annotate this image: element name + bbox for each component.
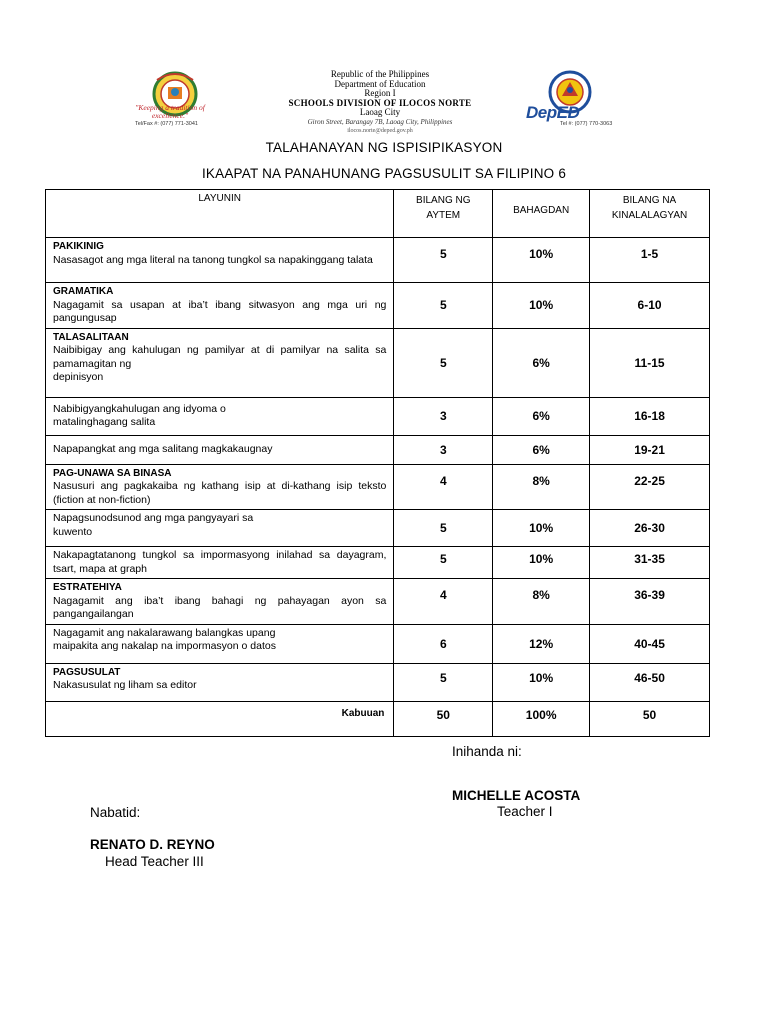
objective-cell: [46, 238, 394, 283]
bahagdan-value: 6%: [532, 355, 550, 370]
kinalalagyan-value: 22-25: [634, 473, 665, 488]
objective-text: Nasasagot ang mga literal na tanong tungkol sa napakinggang talata: [53, 253, 373, 266]
bahagdan-value: 6%: [532, 442, 550, 457]
bahagdan-cell: [493, 464, 590, 510]
bahagdan-cell: [493, 624, 590, 663]
kinalalagyan-cell: [590, 663, 710, 701]
skill-heading: PAG-UNAWA SA BINASA: [53, 467, 172, 479]
objective-text: Nabibigyangkahulugan ang idyoma o: [53, 402, 226, 415]
prepared-by-name: MICHELLE ACOSTA: [452, 788, 581, 803]
total-label: Kabuuan: [46, 701, 394, 736]
header-kin-line1: BILANG NA: [622, 195, 677, 206]
skill-heading: GRAMATIKA: [53, 286, 114, 297]
letterhead-address: Giron Street, Barangay 7B, Laoag City, Philippines: [307, 117, 453, 126]
bahagdan-cell: [493, 328, 590, 397]
objective-cell: [46, 397, 394, 435]
aytem-cell: [394, 510, 493, 547]
kinalalagyan-cell: [590, 328, 710, 397]
deped-wordmark: DepED: [526, 103, 580, 122]
objective-text: Nakapagtatanong tungkol sa impormasyong inilahad sa dayagram, tsart, mapa at graph: [53, 549, 387, 575]
kinalalagyan-value: 36-39: [634, 588, 665, 603]
aytem-value: 3: [439, 442, 447, 457]
aytem-value: 5: [439, 355, 447, 370]
aytem-value: 4: [439, 588, 447, 603]
aytem-value: 5: [439, 551, 447, 566]
noted-by-title: Head Teacher III: [105, 854, 204, 869]
objective-text: Nagagamit ang iba’t ibang bahagi ng pahayagan ayon sa pangangailangan: [53, 594, 387, 620]
objective-cell: [46, 283, 394, 329]
bahagdan-value: 12%: [529, 636, 554, 651]
bahagdan-cell: [493, 510, 590, 547]
kinalalagyan-cell: [590, 464, 710, 510]
bahagdan-cell: [493, 283, 590, 329]
aytem-value: 3: [439, 409, 447, 423]
aytem-cell: [394, 238, 493, 283]
kinalalagyan-value: 31-35: [634, 551, 665, 566]
kinalalagyan-value: 16-18: [634, 409, 665, 423]
header-layunin: LAYUNIN: [46, 190, 394, 238]
letterhead-line1: Republic of the Philippines: [330, 69, 430, 79]
kinalalagyan-cell: [590, 283, 710, 329]
objective-cell: [46, 510, 394, 547]
bahagdan-value: 8%: [532, 473, 550, 488]
kinalalagyan-cell: [590, 510, 710, 547]
table-row: [46, 283, 710, 329]
objective-text-cont: depinisyon: [53, 371, 104, 383]
total-bahagdan-cell: [493, 701, 590, 736]
kinalalagyan-cell: [590, 397, 710, 435]
table-row: [46, 397, 710, 435]
noted-by-name: RENATO D. REYNO: [90, 837, 215, 852]
table-of-specifications: [45, 189, 710, 737]
bahagdan-cell: [493, 238, 590, 283]
kinalalagyan-value: 6-10: [637, 298, 662, 313]
seal-motto: "Keeping a tradition of excellence.": [135, 103, 205, 120]
objective-cell: [46, 663, 394, 701]
bahagdan-value: 10%: [529, 247, 554, 261]
prepared-by-title: Teacher I: [497, 804, 553, 819]
total-aytem: 50: [436, 707, 450, 722]
aytem-cell: [394, 663, 493, 701]
bahagdan-cell: [493, 397, 590, 435]
objective-text-cont: matalinghagang salita: [53, 416, 156, 428]
aytem-cell: [394, 435, 493, 464]
kinalalagyan-cell: [590, 435, 710, 464]
document-subtitle: IKAAPAT NA PANAHUNANG PAGSUSULIT SA FILIPINO 6: [201, 166, 567, 181]
objective-cell: [46, 624, 394, 663]
skill-heading: ESTRATEHIYA: [53, 582, 122, 593]
bahagdan-value: 10%: [529, 298, 554, 313]
total-aytem-cell: [394, 701, 493, 736]
header-aytem-line1: BILANG NG: [416, 195, 471, 206]
kinalalagyan-value: 46-50: [634, 671, 665, 685]
table-header-row: [46, 190, 710, 238]
total-bahagdan: 100%: [525, 707, 557, 722]
letterhead-line3: Region I: [364, 88, 396, 98]
bahagdan-value: 10%: [529, 521, 554, 535]
skill-heading: PAGSUSULAT: [53, 666, 121, 678]
letterhead-city: Laoag City: [359, 107, 401, 117]
table-row: [46, 238, 710, 283]
table-row: [46, 510, 710, 547]
noted-by-label: Nabatid:: [90, 805, 141, 820]
header-kin-line2: KINALALAGYAN: [611, 210, 688, 221]
kinalalagyan-cell: [590, 547, 710, 579]
aytem-cell: [394, 397, 493, 435]
division-seal-logo: [135, 70, 255, 130]
objective-cell: [46, 464, 394, 510]
objective-text: Naibibigay ang kahulugan ng pamilyar at di pamilyar na salita sa pamamagitan ng: [53, 344, 387, 370]
table-row: [46, 663, 710, 701]
aytem-value: 4: [439, 473, 447, 488]
document-title: TALAHANAYAN NG ISPISIPIKASYON: [265, 140, 503, 155]
table-row: [46, 464, 710, 510]
deped-logo: [520, 70, 620, 130]
aytem-value: 5: [439, 247, 447, 261]
header-bahagdan: BAHAGDAN: [493, 190, 590, 238]
aytem-cell: [394, 283, 493, 329]
bahagdan-cell: [493, 663, 590, 701]
aytem-value: 5: [439, 671, 447, 685]
bahagdan-value: 8%: [532, 588, 550, 603]
objective-cell: [46, 328, 394, 397]
aytem-cell: [394, 579, 493, 625]
objective-text: Nagagamit sa usapan at iba’t ibang sitwasyon ang mga uri ng pangungusap: [53, 298, 387, 324]
table-row: [46, 547, 710, 579]
total-kinalalagyan: 50: [642, 707, 657, 722]
letterhead-division: SCHOOLS DIVISION OF ILOCOS NORTE: [288, 97, 472, 108]
kinalalagyan-cell: [590, 624, 710, 663]
kinalalagyan-value: 40-45: [634, 636, 665, 651]
kinalalagyan-cell: [590, 238, 710, 283]
aytem-cell: [394, 464, 493, 510]
bahagdan-value: 10%: [529, 671, 554, 685]
header-bilang-ng-aytem: [394, 190, 493, 238]
kinalalagyan-value: 26-30: [634, 521, 665, 535]
objective-text-cont: kuwento: [53, 525, 93, 538]
prepared-by-label: Inihanda ni:: [452, 744, 522, 759]
objective-cell: [46, 579, 394, 625]
objective-text: Nasusuri ang pagkakaiba ng kathang isip at di-kathang isip teksto (fiction at non-fiction): [53, 480, 387, 506]
bahagdan-cell: [493, 547, 590, 579]
kinalalagyan-value: 19-21: [634, 442, 665, 457]
objective-cell: [46, 547, 394, 579]
aytem-value: 5: [439, 521, 447, 535]
right-telephone: Tel #: (077) 770-3063: [560, 121, 613, 127]
skill-heading: TALASALITAAN: [53, 331, 129, 343]
header-aytem-line2: AYTEM: [426, 210, 461, 221]
table-row: [46, 435, 710, 464]
aytem-cell: [394, 328, 493, 397]
table-row: [46, 328, 710, 397]
total-kinalalagyan-cell: [590, 701, 710, 736]
skill-heading: PAKIKINIG: [53, 241, 104, 252]
aytem-cell: [394, 624, 493, 663]
letterhead: [250, 70, 510, 137]
letterhead-line2: Department of Education: [334, 78, 426, 89]
kinalalagyan-value: 11-15: [634, 355, 665, 370]
total-row: [46, 701, 710, 736]
objective-text: Nagagamit ang nakalarawang balangkas upang: [53, 626, 276, 639]
bahagdan-cell: [493, 435, 590, 464]
objective-text: Napagsunodsunod ang mga pangyayari sa: [53, 512, 254, 524]
kinalalagyan-value: 1-5: [640, 247, 659, 261]
aytem-value: 5: [439, 298, 447, 313]
objective-cell: [46, 435, 394, 464]
header-kinalalagyan: [590, 190, 710, 238]
table-row: [46, 624, 710, 663]
objective-text: Napapangkat ang mga salitang magkakaugnay: [53, 442, 273, 455]
aytem-cell: [394, 547, 493, 579]
bahagdan-value: 10%: [529, 551, 554, 566]
bahagdan-cell: [493, 579, 590, 625]
table-row: [46, 579, 710, 625]
bahagdan-value: 6%: [532, 409, 550, 423]
left-telephone: Tel/Fax #: (077) 771-3041: [135, 121, 198, 127]
aytem-value: 6: [439, 636, 447, 651]
objective-text-cont: maipakita ang nakalap na impormasyon o datos: [53, 640, 276, 652]
objective-text: Nakasusulat ng liham sa editor: [53, 679, 197, 691]
letterhead-email: ilocos.norte@deped.gov.ph: [347, 128, 413, 134]
kinalalagyan-cell: [590, 579, 710, 625]
